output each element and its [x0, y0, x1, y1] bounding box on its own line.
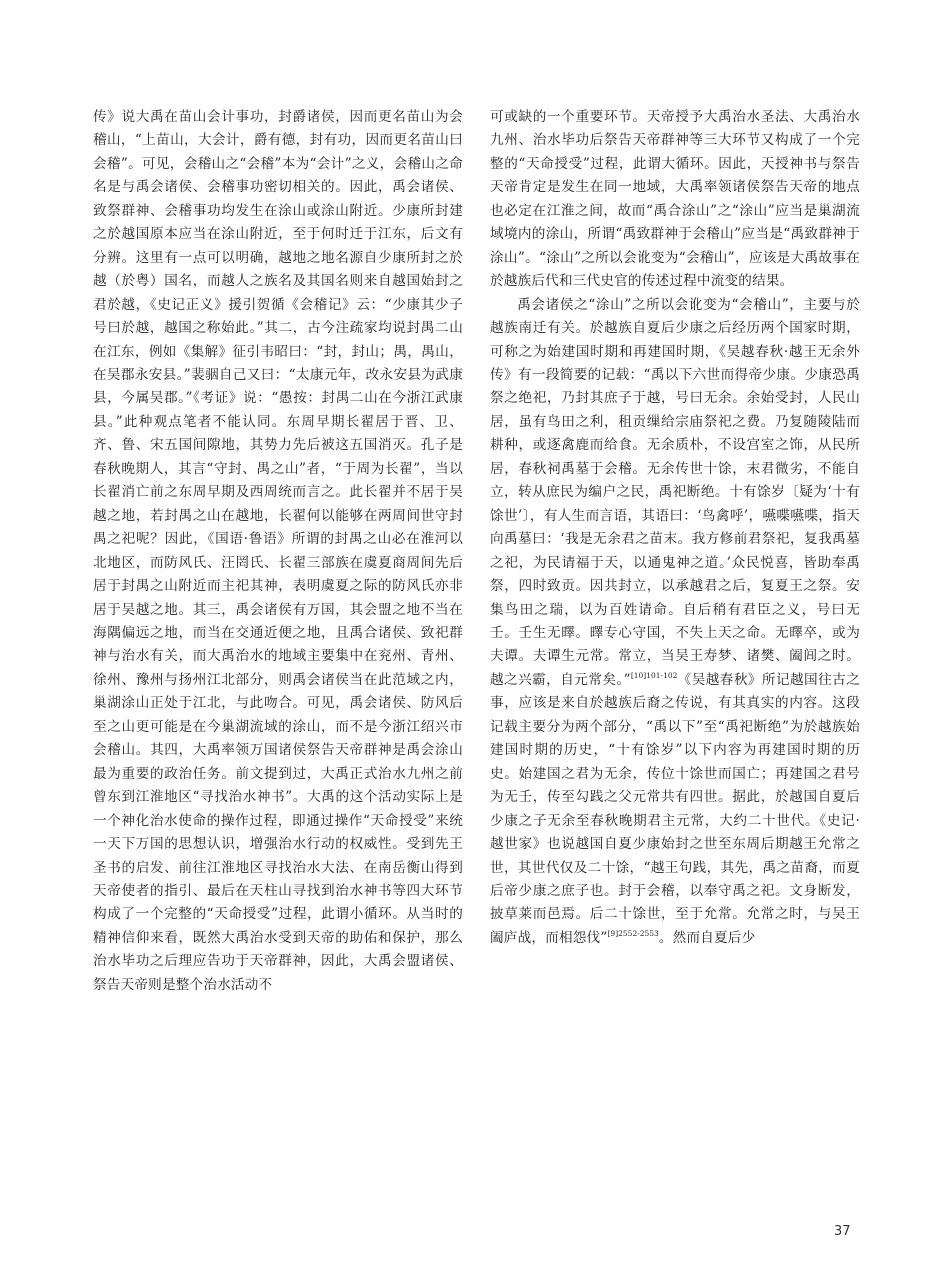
paragraph-text: 《吴越春秋》所记越国往古之事，应该是来自於越族后裔之传说，有其真实的内容。这段记载主要分为两个部分，“禹以下”至“禹祀断绝”为於越族始建国时期的历史，“十有馀岁”以下内容为再建国时期的历史。始建国之君为无余，传位十馀世而国亡；再建国之君号为无壬，传至勾践之父元常共有四世。据此，於越国自夏后少康之子无余至春秋晚期君主元常，大约二十世代。《史记·越世家》也说越国自夏少康始封之世至东周后期越王允常之世，其世代仅及二十馀，“越王句践，其先，禹之苗裔，而夏后帝少康之庶子也。封于会稽，以奉守禹之祀。文身断发，披草莱而邑焉。后二十馀世，至于允常。允常之时，与吴王阖庐战，而相怨伐” — [490, 671, 860, 946]
right-paragraph-1: 可或缺的一个重要环节。天帝授予大禹治水圣法、大禹治水九州、治水毕功后祭告天帝群神等三大环节又构成了一个完整的“天命授受”过程，此谓大循环。因此，天授神书与祭告天帝肯定是发生在同一地域，大禹率领诸侯祭告天帝的地点也必定在江淮之间，故而“禹合涂山”之“涂山”应当是巢湖流域境内的涂山，所谓“禹致群神于会稽山”应当是“禹致群神于涂山”。“涂山”之所以会讹变为“会稽山”，应该是大禹故事在於越族后代和三代史官的传述过程中流变的结果。 — [490, 109, 860, 290]
citation-superscript: [10]101-102 — [630, 670, 678, 680]
citation-superscript: [9]2552-2553 — [607, 928, 659, 938]
page-number: 37 — [834, 1224, 851, 1239]
left-text-column — [93, 106, 463, 997]
left-paragraph: 传》说大禹在苗山会计事功，封爵诸侯，因而更名苗山为会稽山，“上苗山，大会计，爵有德，封有功，因而更名苗山曰会稽”。可见，会稽山之“会稽”本为“会计”之义，会稽山之命名是与禹会诸侯、会稽事功密切相关的。因此，禹会诸侯、致祭群神、会稽事功均发生在涂山或涂山附近。少康所封建之於越国原本应当在涂山附近，至于何时迁于江东，后文有分辨。这里有一点可以明确，越地之地名源自少康所封之於越（於粤）国名，而越人之族名及其国名则来自越国始封之君於越，《史记正义》援引贺循《会稽记》云：“少康其少子号曰於越，越国之称始此。”其二，古今注疏家均说封禺二山在江东，例如《集解》征引韦昭曰：“封，封山；禺，禺山，在吴郡永安县。”裴骃自己又曰：“太康元年，改永安县为武康县，今属吴郡。”《考证》说：“愚按：封禺二山在今浙江武康县。”此种观点笔者不能认同。东周早期长翟居于晋、卫、齐、鲁、宋五国间隙地，其势力先后被这五国消灭。孔子是春秋晚期人，其言“守封、禺之山”者，“于周为长翟”，当以长翟消亡前之东周早期及西周统而言之。此长翟并不居于吴越之地，若封禺之山在越地，长翟何以能够在两周间世守封禺之祀呢？因此，《国语·鲁语》所谓的封禺之山必在淮河以北地区，而防风氏、汪罔氏、长翟三部族在虞夏商周间先后居于封禺之山附近而主祀其神，表明虞夏之际的防风氏亦非居于吴越之地。其三，禹会诸侯有万国，其会盟之地不当在海隅偏远之地，而当在交通近便之地，且禹合诸侯、致祀群神与治水有关，而大禹治水的地域主要集中在兖州、青州、徐州、豫州与扬州江北部分，则禹会诸侯当在此范域之内，巢湖涂山正处于江北，与此吻合。可见，禹会诸侯、防风后至之山更可能是在今巢湖流域的涂山，而不是今浙江绍兴市会稽山。其四，大禹率领万国诸侯祭告天帝群神是禹会涂山最为重要的政治任务。前文提到过，大禹正式治水九州之前曾东到江淮地区“寻找治水神书”。大禹的这个活动实际上是一个神化治水使命的操作过程，即通过操作“天命授受”来统一天下万国的思想认识，增强治水行动的权威性。受到先王圣书的启发、前往江淮地区寻找治水大法、在南岳衡山得到天帝使者的指引、最后在天柱山寻找到治水神书等四大环节构成了一个完整的“天命授受”过程，此谓小循环。从当时的精神信仰来看，既然大禹治水受到天帝的助佑和保护，那么治水毕功之后理应告功于天帝群神，因此，大禹会盟诸侯、祭告天帝则是整个治水活动不 — [93, 109, 463, 993]
right-paragraph-2 — [490, 294, 860, 951]
paragraph-text: 禹会诸侯之“涂山”之所以会讹变为“会稽山”，主要与於越族南迁有关。於越族自夏后少康之后经历两个国家时期，可称之为始建国时期和再建国时期，《吴越春秋·越王无余外传》有一段简要的记载：“禹以下六世而得帝少康。少康恐禹祭之绝祀，乃封其庶子于越，号曰无余。余始受封，人民山居，虽有鸟田之利，租贡缫给宗庙祭祀之费。乃复随陵陆而耕种，或逐禽鹿而给食。无余质朴，不设宫室之饰，从民所居，春秋祠禹墓于会稽。无余传世十馀，末君微劣，不能自立，转从庶民为编户之民，禹祀断绝。十有馀岁〔疑为‘十有馀世’〕，有人生而言语，其语曰：‘鸟禽呼’，嚥喋嚥喋，指天向禹墓曰：‘我是无余君之苗末。我方修前君祭祀，复我禹墓之祀，为民请福于天，以通鬼神之道。’众民悦喜，皆助奉禹祭，四时致贡。因共封立，以承越君之后，复夏王之祭。安集鸟田之瑞，以为百姓请命。自后稍有君臣之义，号曰无壬。壬生无曎。曎专心守国，不失上天之命。无曎卒，或为夫谭。夫谭生元常。常立，当吴王寿梦、诸樊、阖闾之时。越之兴霸，自元常矣。” — [490, 296, 860, 688]
right-text-column — [490, 106, 860, 950]
paragraph-text: 。然而自夏后少 — [658, 929, 756, 946]
